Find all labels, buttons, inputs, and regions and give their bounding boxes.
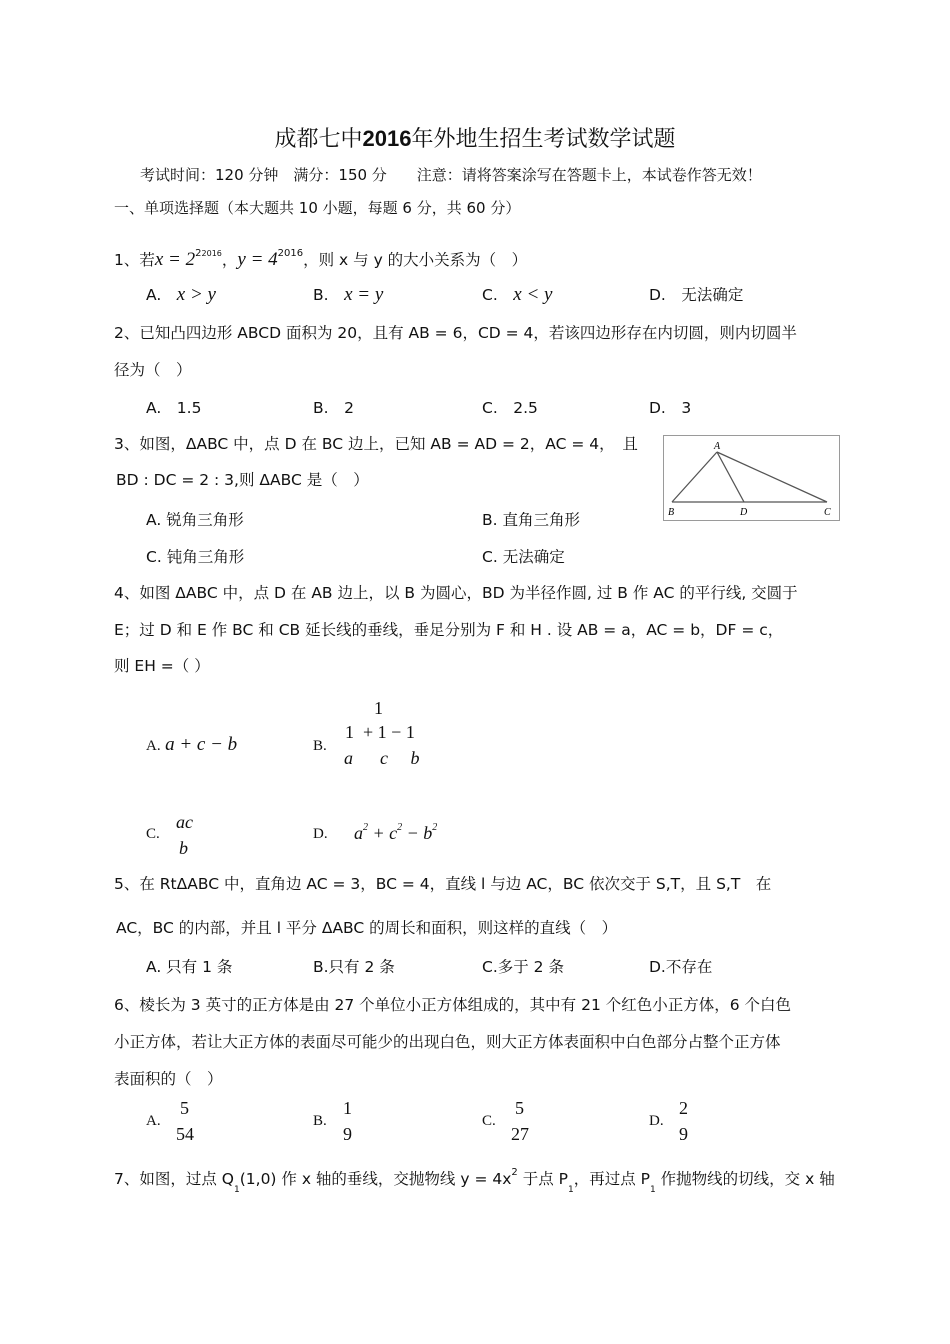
side-ac xyxy=(717,452,827,502)
q2-option-b: B. 2 xyxy=(313,399,354,417)
page-title: 成都七中2016年外地生招生考试数学试题 xyxy=(274,126,676,152)
label-c: C xyxy=(824,507,831,518)
q5-option-b: B.只有 2 条 xyxy=(313,958,395,976)
question-1: 1、若$x = 2^{22016}$，$y = 4^{2016}$，则 x 与 y 的大小关系为（ ） xyxy=(114,248,528,270)
question-5-line-1: 5、在 RtΔABC 中，直角边 AC = 3，BC = 4，直线 l 与边 AC，BC 依次交于 S,T，且 S,T 在 xyxy=(114,875,772,893)
q6-option-c-num: 5 xyxy=(515,1098,524,1118)
question-4-line-1: 4、如图 ΔABC 中，点 D 在 AB 边上，以 B 为圆心，BD 为半径作圆, 过 B 作 AC 的平行线, 交圆于 xyxy=(114,584,798,602)
q1-option-a: A. x > y xyxy=(146,284,216,305)
q1-option-c: C. x < y xyxy=(482,284,553,305)
q3-option-c: C. 钝角三角形 xyxy=(146,548,245,566)
q6-option-c-label: C. xyxy=(482,1113,496,1129)
q1-option-b: B. x = y xyxy=(313,284,384,305)
question-4-line-3: 则 EH =（ ） xyxy=(114,657,210,675)
question-6-line-1: 6、棱长为 3 英寸的正方体是由 27 个单位小正方体组成的，其中有 21 个红色小正方体，6 个白色 xyxy=(114,996,792,1014)
question-2-line-2: 径为（ ） xyxy=(114,361,192,379)
question-7-line-1: 7、如图，过点 $Q_1(1,0)$ 作 x 轴的垂线，交抛物线 $y = 4x^2$ 于点 $P_1$，再过点 $P_1$ 作抛物线的切线，交 x 轴 xyxy=(114,1167,835,1195)
q4-option-b-top: 1 xyxy=(374,698,383,718)
q6-option-c-den: 27 xyxy=(511,1124,529,1144)
q5-option-d: D.不存在 xyxy=(649,958,713,976)
q5-option-c: C.多于 2 条 xyxy=(482,958,564,976)
q4-option-d-label: D. xyxy=(313,826,328,842)
q4-option-c-num: ac xyxy=(176,812,193,832)
q4-option-d: $a^2 + c^2 - b^2$ xyxy=(354,822,438,843)
q6-option-b-den: 9 xyxy=(343,1124,352,1144)
q1-option-d: D. 无法确定 xyxy=(649,286,744,304)
side-ab xyxy=(672,452,717,502)
q4-option-a: A. a + c − b xyxy=(146,734,238,755)
question-6-line-3: 表面积的（ ） xyxy=(114,1070,223,1088)
q4-option-b-mid: 1 + 1 − 1 xyxy=(345,722,415,742)
side-ad xyxy=(717,452,744,502)
question-3-line-2: BD : DC = 2 : 3,则 ΔABC 是（ ） xyxy=(116,471,369,489)
q6-option-a-den: 54 xyxy=(176,1124,194,1144)
q2-option-a: A. 1.5 xyxy=(146,399,202,417)
section-heading: 一、单项选择题（本大题共 10 小题，每题 6 分，共 60 分） xyxy=(114,199,521,217)
label-a: A xyxy=(714,441,721,452)
q5-option-a: A. 只有 1 条 xyxy=(146,958,233,976)
exam-info: 考试时间：120 分钟 满分：150 分 注意：请将答案涂写在答题卡上，本试卷作答无效！ xyxy=(140,166,762,184)
label-d: D xyxy=(740,507,748,518)
triangle-diagram xyxy=(664,436,839,520)
label-b: B xyxy=(668,507,675,518)
q6-option-d-num: 2 xyxy=(679,1098,688,1118)
question-2-line-1: 2、已知凸四边形 ABCD 面积为 20，且有 AB = 6，CD = 4，若该四边形存在内切圆，则内切圆半 xyxy=(114,324,797,342)
question-6-line-2: 小正方体，若让大正方体的表面尽可能少的出现白色，则大正方体表面积中白色部分占整个正方体 xyxy=(114,1033,781,1051)
q3-option-b: B. 直角三角形 xyxy=(482,511,581,529)
q3-option-a: A. 锐角三角形 xyxy=(146,511,244,529)
q6-option-a-label: A. xyxy=(146,1113,161,1129)
q6-option-b-label: B. xyxy=(313,1113,327,1129)
q6-option-a-num: 5 xyxy=(180,1098,189,1118)
question-4-line-2: E；过 D 和 E 作 BC 和 CB 延长线的垂线，垂足分别为 F 和 H . 设 AB = a，AC = b，DF = c， xyxy=(114,621,784,639)
q6-option-d-den: 9 xyxy=(679,1124,688,1144)
q4-option-b-bot: a c b xyxy=(344,748,420,768)
q3-option-d: C. 无法确定 xyxy=(482,548,565,566)
q6-option-d-label: D. xyxy=(649,1113,664,1129)
q4-option-c-den: b xyxy=(179,838,188,858)
q4-option-b-label: B. xyxy=(313,738,327,754)
q4-option-c-label: C. xyxy=(146,826,160,842)
question-3-line-1: 3、如图，ΔABC 中，点 D 在 BC 边上，已知 AB = AD = 2，AC = 4， 且 xyxy=(114,435,638,453)
q2-option-c: C. 2.5 xyxy=(482,399,538,417)
triangle-figure xyxy=(663,435,840,521)
q6-option-b-num: 1 xyxy=(343,1098,352,1118)
question-5-line-2: AC，BC 的内部，并且 l 平分 ΔABC 的周长和面积，则这样的直线（ ） xyxy=(116,919,618,937)
q2-option-d: D. 3 xyxy=(649,399,692,417)
